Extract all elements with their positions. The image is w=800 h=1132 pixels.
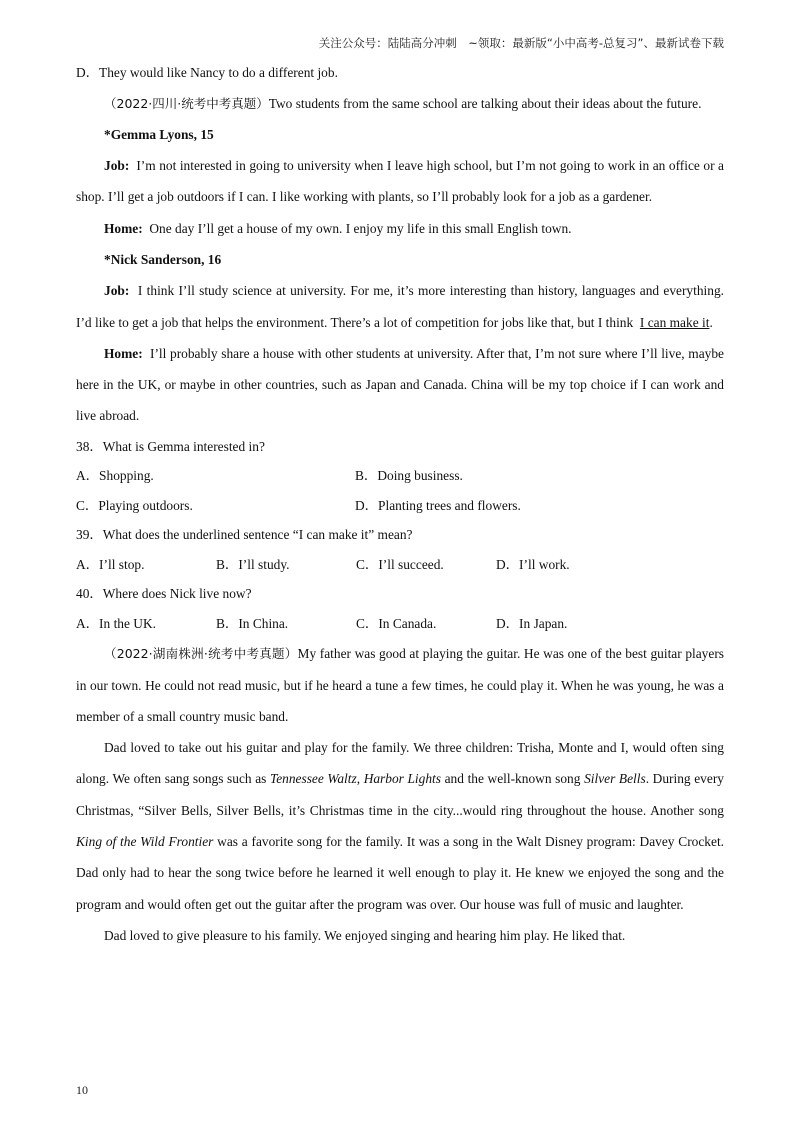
question-38: 38．What is Gemma interested in?	[76, 438, 265, 454]
option: D．I’ll work.	[496, 556, 570, 572]
gemma-home: Home: One day I’ll get a house of my own. I enjoy my life in this small English town.	[104, 220, 572, 236]
song-title: Silver Bells	[584, 771, 646, 787]
option: B．In China.	[216, 615, 289, 631]
nick-job: Job: I think I’ll study science at university. For me, it’s more interesting than history, languages and everything. I’d like to get a job that helps the environment. There’s a lot of competition for jobs like that, but I think I can make it.	[76, 283, 724, 330]
song-title: King of the Wild Frontier	[76, 834, 214, 850]
page-number: 10	[76, 1083, 88, 1097]
passage2-paragraph-1: （2022·湖南株洲·统考中考真题）My father was good at playing the guitar. He was one of the best guitar players in our town. He could not read music, but if he heard a tune a few times, he could play it. When he was young, he was a member of a small country music band.	[76, 646, 724, 724]
option: B．Doing business.	[355, 468, 463, 484]
song-title: Tennessee Waltz	[270, 771, 357, 787]
page-header: 关注公众号：陆陆高分冲刺 ~领取：最新版“小中高考-总复习”、最新试卷下载	[318, 36, 724, 50]
passage1-intro: （2022·四川·统考中考真题）Two students from the same school are talking about their ideas about the future.	[104, 95, 702, 111]
passage2-paragraph-3: Dad loved to give pleasure to his family. We enjoyed singing and hearing him play. He liked that.	[104, 927, 626, 943]
question-38-options-row1	[76, 461, 724, 491]
question-40: 40．Where does Nick live now?	[76, 586, 252, 602]
question-39-options	[76, 550, 724, 580]
underlined-sentence: I can make it	[639, 314, 710, 330]
option: C．Playing outdoors.	[76, 497, 193, 513]
option: B．I’ll study.	[216, 556, 290, 572]
option: C．In Canada.	[356, 615, 437, 631]
option: A．In the UK.	[76, 615, 156, 631]
page-content	[76, 58, 724, 951]
option: D．Planting trees and flowers.	[355, 497, 521, 513]
option: A．Shopping.	[76, 468, 154, 484]
option: C．I’ll succeed.	[356, 556, 444, 572]
gemma-name: *Gemma Lyons, 15	[104, 126, 214, 142]
nick-home: Home: I’ll probably share a house with other students at university. After that, I’m not sure where I’ll live, maybe here in the UK, or maybe in other countries, such as Japan and Canada. China will be my top choice if I can work and live abroad.	[76, 345, 724, 424]
gemma-job: Job: I’m not interested in going to university when I leave high school, but I’m not going to work in an office or a shop. I’ll get a job outdoors if I can. I like working with plants, so I’ll probably look for a job as a gardener.	[76, 158, 724, 205]
passage1-source: （2022·四川·统考中考真题）	[104, 95, 269, 111]
question-39: 39．What does the underlined sentence “I can make it” mean?	[76, 527, 413, 543]
passage2-paragraph-2: Dad loved to take out his guitar and play for the family. We three children: Trisha, Monte and I, would often sing along. We often sang songs such as Tennessee Waltz, Harbor Lights and the well-known song Silver Bells. During every Christmas, “Silver Bells, Silver Bells, it’s Christmas time in the city...would ring throughout the house. Another song King of the Wild Frontier was a favorite song for the family. It was a song in the Walt Disney program: Davey Crocket. Dad only had to hear the song twice before he learned it well enough to play it. He knew we enjoyed the song and the program and would often get out the guitar after the program was over. Our house was full of music and laughter.	[76, 740, 725, 912]
previous-option-d: D．They would like Nancy to do a different job.	[76, 65, 338, 80]
nick-name: *Nick Sanderson, 16	[104, 251, 222, 267]
question-38-options-row2	[76, 491, 724, 521]
option: D．In Japan.	[496, 615, 568, 631]
question-40-options	[76, 609, 724, 639]
option: A．I’ll stop.	[76, 556, 145, 572]
passage2-source: （2022·湖南株洲·统考中考真题）	[104, 646, 298, 662]
song-title: Harbor Lights	[363, 771, 441, 787]
